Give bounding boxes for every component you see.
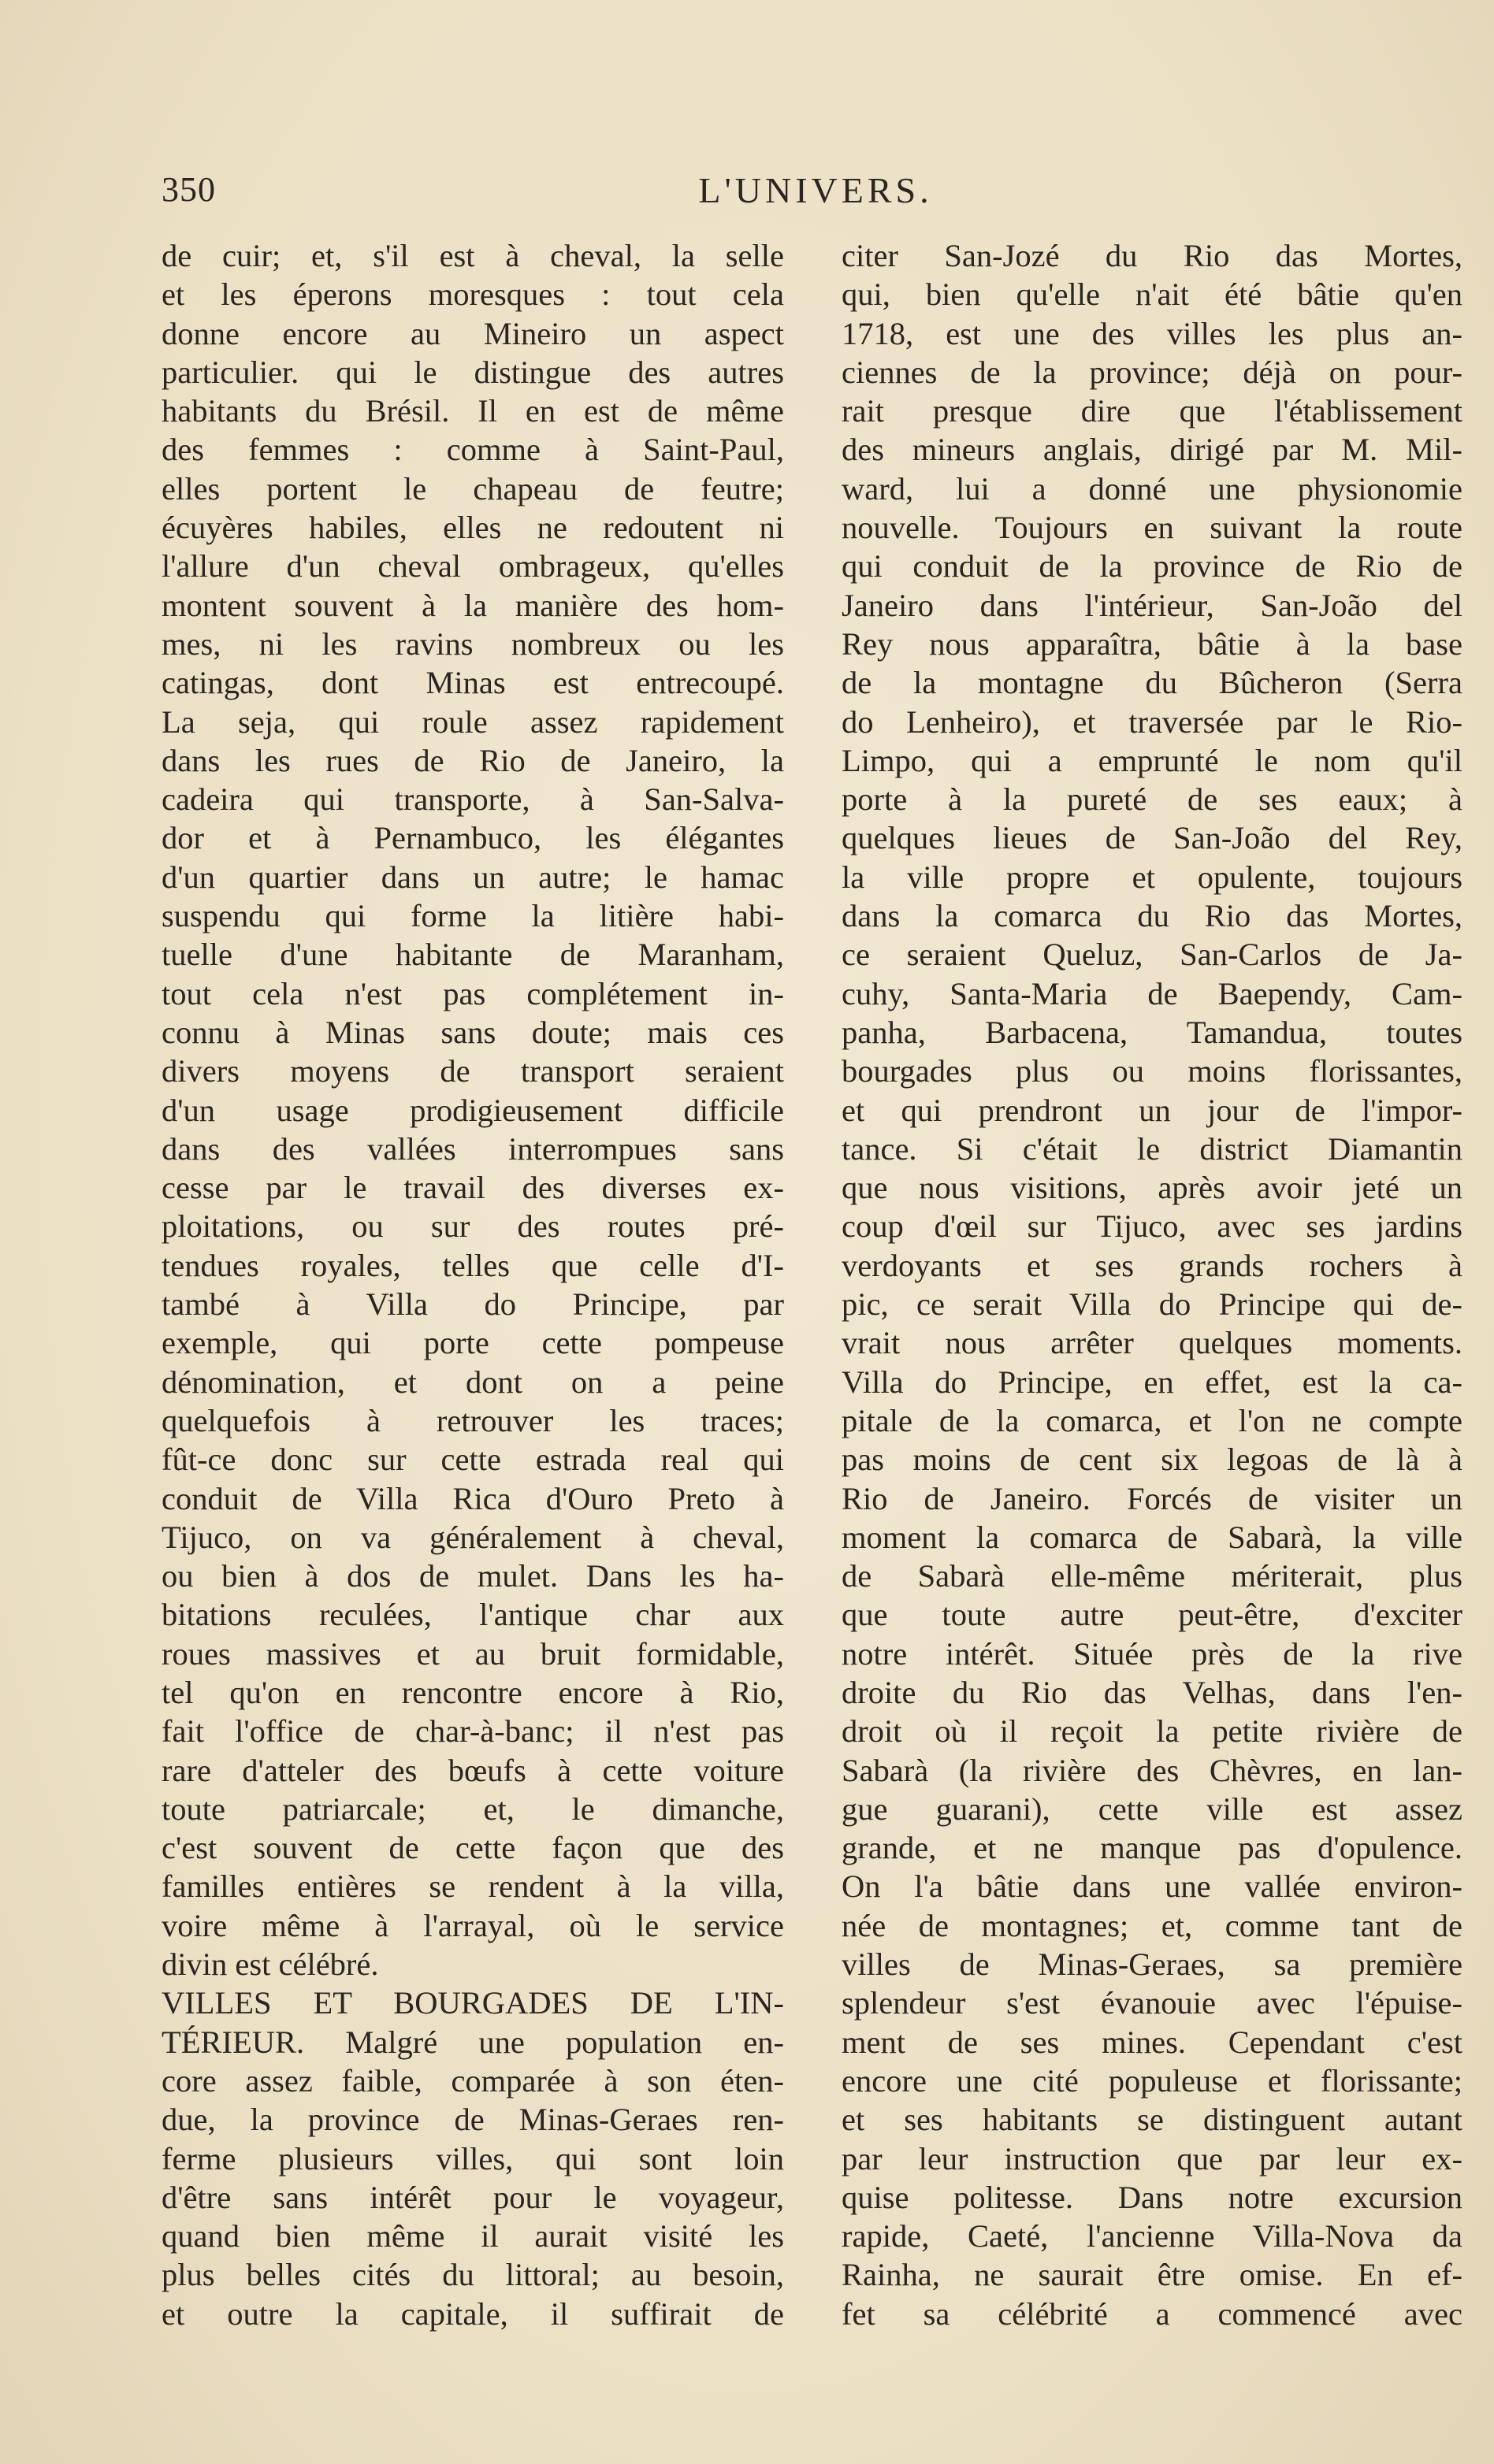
text-line: l'allure d'un cheval ombrageux, qu'elles bbox=[162, 548, 784, 584]
text-line: Limpo, qui a emprunté le nom qu'il bbox=[842, 742, 1462, 778]
text-line: rapide, Caeté, l'ancienne Villa-Nova da bbox=[842, 2218, 1462, 2254]
text-line: fet sa célébrité a commencé avec bbox=[842, 2295, 1462, 2332]
text-line: On l'a bâtie dans une vallée environ- bbox=[842, 1868, 1462, 1905]
text-line: Rainha, ne saurait être omise. En ef- bbox=[842, 2257, 1462, 2293]
text-line: roues massives et au bruit formidable, bbox=[162, 1635, 784, 1672]
text-line: citer San-Jozé du Rio das Mortes, bbox=[842, 238, 1462, 273]
text-line: tout cela n'est pas complétement in- bbox=[162, 975, 784, 1011]
text-line: droit où il reçoit la petite rivière de bbox=[842, 1713, 1462, 1750]
text-line: exemple, qui porte cette pompeuse bbox=[162, 1325, 784, 1361]
text-line: montent souvent à la manière des hom- bbox=[162, 587, 784, 623]
text-line: dans les rues de Rio de Janeiro, la bbox=[162, 742, 784, 778]
text-line: droite du Rio das Velhas, dans l'en- bbox=[842, 1674, 1462, 1710]
text-line: Tijuco, on va généralement à cheval, bbox=[162, 1519, 784, 1555]
text-line: de cuir; et, s'il est à cheval, la selle bbox=[162, 238, 784, 273]
text-line: bourgades plus ou moins florissantes, bbox=[842, 1053, 1462, 1089]
text-line: quelques lieues de San-João del Rey, bbox=[842, 820, 1462, 856]
page-number: 350 bbox=[162, 170, 216, 209]
text-line: core assez faible, comparée à son éten- bbox=[162, 2062, 784, 2098]
text-line: també à Villa do Principe, par bbox=[162, 1286, 784, 1323]
text-line: cuhy, Santa-Maria de Baependy, Cam- bbox=[842, 975, 1462, 1011]
text-line: toute patriarcale; et, le dimanche, bbox=[162, 1790, 784, 1827]
text-line: ce seraient Queluz, San-Carlos de Ja- bbox=[842, 937, 1462, 973]
text-line: panha, Barbacena, Tamandua, toutes bbox=[842, 1014, 1462, 1050]
text-line: ploitations, ou sur des routes pré- bbox=[162, 1208, 784, 1245]
text-line: pitale de la comarca, et l'on ne compte bbox=[842, 1402, 1462, 1438]
text-line: dor et à Pernambuco, les élégantes bbox=[162, 820, 784, 856]
text-line: bitations reculées, l'antique char aux bbox=[162, 1597, 784, 1633]
text-line: de la montagne du Bûcheron (Serra bbox=[842, 665, 1462, 701]
text-line: vrait nous arrêter quelques moments. bbox=[842, 1325, 1462, 1361]
text-line: splendeur s'est évanouie avec l'épuise- bbox=[842, 1985, 1462, 2021]
text-line: dans des vallées interrompues sans bbox=[162, 1130, 784, 1167]
text-line: d'un quartier dans un autre; le hamac bbox=[162, 859, 784, 895]
text-line: et outre la capitale, il suffirait de bbox=[162, 2295, 784, 2332]
text-line: mes, ni les ravins nombreux ou les bbox=[162, 625, 784, 662]
text-line: catingas, dont Minas est entrecoupé. bbox=[162, 665, 784, 701]
text-line: dénomination, et dont on a peine bbox=[162, 1364, 784, 1400]
text-line: conduit de Villa Rica d'Ouro Preto à bbox=[162, 1480, 784, 1516]
text-line: habitants du Brésil. Il en est de même bbox=[162, 393, 784, 429]
text-line: de Sabarà elle-même mériterait, plus bbox=[842, 1558, 1462, 1594]
text-line: notre intérêt. Située près de la rive bbox=[842, 1635, 1462, 1672]
text-line: Sabarà (la rivière des Chèvres, en lan- bbox=[842, 1752, 1462, 1788]
text-line: que nous visitions, après avoir jeté un bbox=[842, 1170, 1462, 1206]
text-line: tendues royales, telles que celle d'I- bbox=[162, 1247, 784, 1283]
text-line: pas moins de cent six legoas de là à bbox=[842, 1442, 1462, 1478]
text-line: et ses habitants se distinguent autant bbox=[842, 2102, 1462, 2138]
text-line: Rio de Janeiro. Forcés de visiter un bbox=[842, 1480, 1462, 1516]
text-line: ment de ses mines. Cependant c'est bbox=[842, 2024, 1462, 2060]
text-line: coup d'œil sur Tijuco, avec ses jardins bbox=[842, 1208, 1462, 1245]
text-line: donne encore au Mineiro un aspect bbox=[162, 315, 784, 351]
text-line: cesse par le travail des diverses ex- bbox=[162, 1170, 784, 1206]
text-line: moment la comarca de Sabarà, la ville bbox=[842, 1519, 1462, 1555]
text-line: 1718, est une des villes les plus an- bbox=[842, 315, 1462, 351]
text-line: connu à Minas sans doute; mais ces bbox=[162, 1014, 784, 1050]
right-column bbox=[842, 236, 1462, 2333]
text-line: d'un usage prodigieusement difficile bbox=[162, 1092, 784, 1128]
text-line: tance. Si c'était le district Diamantin bbox=[842, 1130, 1462, 1167]
text-line: et les éperons moresques : tout cela bbox=[162, 276, 784, 313]
text-line: voire même à l'arrayal, où le service bbox=[162, 1907, 784, 1943]
text-line: VILLES ET BOURGADES DE L'IN- bbox=[162, 1985, 784, 2021]
text-line: des femmes : comme à Saint-Paul, bbox=[162, 432, 784, 468]
text-line: et qui prendront un jour de l'impor- bbox=[842, 1092, 1462, 1128]
text-line: quelquefois à retrouver les traces; bbox=[162, 1402, 784, 1438]
text-line: quand bien même il aurait visité les bbox=[162, 2218, 784, 2254]
text-line: pic, ce serait Villa do Principe qui de- bbox=[842, 1286, 1462, 1323]
text-line: écuyères habiles, elles ne redoutent ni bbox=[162, 510, 784, 546]
text-line: tuelle d'une habitante de Maranham, bbox=[162, 937, 784, 973]
text-line: dans la comarca du Rio das Mortes, bbox=[842, 898, 1462, 934]
text-line: familles entières se rendent à la villa, bbox=[162, 1868, 784, 1905]
text-line: elles portent le chapeau de feutre; bbox=[162, 470, 784, 507]
running-title: L'UNIVERS. bbox=[698, 170, 933, 210]
text-line: La seja, qui roule assez rapidement bbox=[162, 703, 784, 740]
text-line: Janeiro dans l'intérieur, San-João del bbox=[842, 587, 1462, 623]
text-line: que toute autre peut-être, d'exciter bbox=[842, 1597, 1462, 1633]
text-line: encore une cité populeuse et florissante; bbox=[842, 2062, 1462, 2098]
text-line: ciennes de la province; déjà on pour- bbox=[842, 354, 1462, 390]
text-line: ferme plusieurs villes, qui sont loin bbox=[162, 2140, 784, 2176]
text-line: née de montagnes; et, comme tant de bbox=[842, 1907, 1462, 1943]
text-line: qui, bien qu'elle n'ait été bâtie qu'en bbox=[842, 276, 1462, 313]
text-line: ward, lui a donné une physionomie bbox=[842, 470, 1462, 507]
text-line: Villa do Principe, en effet, est la ca- bbox=[842, 1364, 1462, 1400]
text-line: grande, et ne manque pas d'opulence. bbox=[842, 1830, 1462, 1866]
text-line: la ville propre et opulente, toujours bbox=[842, 859, 1462, 895]
text-line: qui conduit de la province de Rio de bbox=[842, 548, 1462, 584]
text-line: Rey nous apparaîtra, bâtie à la base bbox=[842, 625, 1462, 662]
text-line: gue guarani), cette ville est assez bbox=[842, 1790, 1462, 1827]
text-line: nouvelle. Toujours en suivant la route bbox=[842, 510, 1462, 546]
text-line: fait l'office de char-à-banc; il n'est pas bbox=[162, 1713, 784, 1750]
left-column bbox=[162, 236, 784, 2333]
text-line: TÉRIEUR. Malgré une population en- bbox=[162, 2024, 784, 2060]
text-line: fût-ce donc sur cette estrada real qui bbox=[162, 1442, 784, 1478]
text-line: ou bien à dos de mulet. Dans les ha- bbox=[162, 1558, 784, 1594]
text-line: c'est souvent de cette façon que des bbox=[162, 1830, 784, 1866]
text-line: rait presque dire que l'établissement bbox=[842, 393, 1462, 429]
text-line: plus belles cités du littoral; au besoin, bbox=[162, 2257, 784, 2293]
text-line: tel qu'on en rencontre encore à Rio, bbox=[162, 1674, 784, 1710]
text-line: par leur instruction que par leur ex- bbox=[842, 2140, 1462, 2176]
text-line: particulier. qui le distingue des autres bbox=[162, 354, 784, 390]
text-line: rare d'atteler des bœufs à cette voiture bbox=[162, 1752, 784, 1788]
text-line: quise politesse. Dans notre excursion bbox=[842, 2179, 1462, 2215]
text-line: verdoyants et ses grands rochers à bbox=[842, 1247, 1462, 1283]
text-line: do Lenheiro), et traversée par le Rio- bbox=[842, 703, 1462, 740]
text-line: des mineurs anglais, dirigé par M. Mil- bbox=[842, 432, 1462, 468]
text-line: cadeira qui transporte, à San-Salva- bbox=[162, 781, 784, 818]
text-line: suspendu qui forme la litière habi- bbox=[162, 898, 784, 934]
page-header bbox=[162, 169, 1462, 217]
text-line: villes de Minas-Geraes, sa première bbox=[842, 1946, 1462, 1983]
text-line: porte à la pureté de ses eaux; à bbox=[842, 781, 1462, 818]
text-line: divers moyens de transport seraient bbox=[162, 1053, 784, 1089]
text-line: due, la province de Minas-Geraes ren- bbox=[162, 2102, 784, 2138]
text-line: divin est célébré. bbox=[162, 1946, 379, 1983]
text-line: d'être sans intérêt pour le voyageur, bbox=[162, 2179, 784, 2215]
